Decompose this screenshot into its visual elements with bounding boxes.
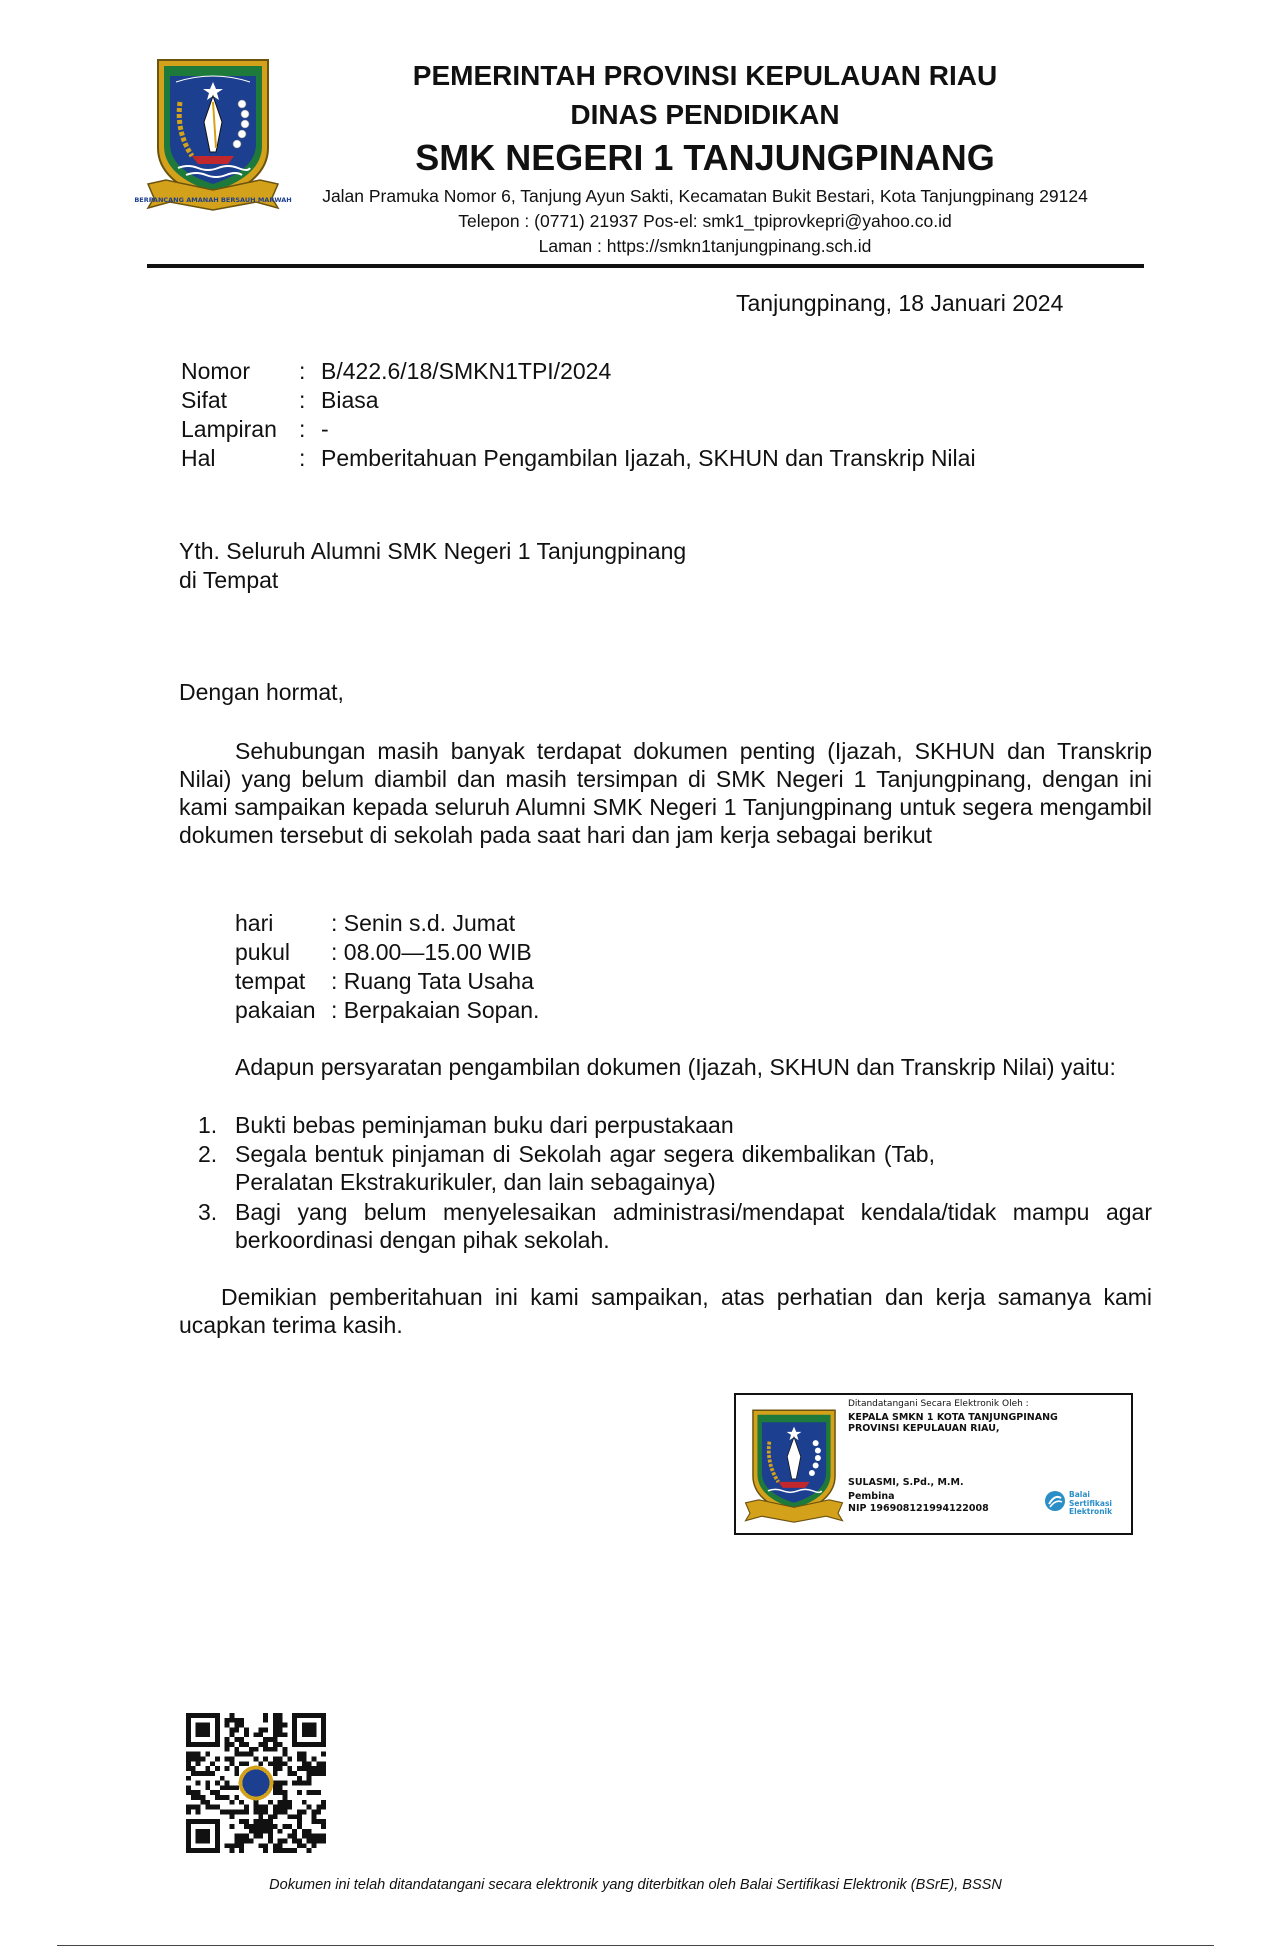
bsre-line: Balai <box>1069 1490 1090 1499</box>
list-item: Bagi yang belum menyelesaikan administrasi/mendapat kendala/tidak mampu agar berkoordinasi dengan pihak sekolah. <box>235 1199 1152 1253</box>
salutation: Dengan hormat, <box>179 679 344 705</box>
province-emblem-logo <box>134 52 292 212</box>
header-government: PEMERINTAH PROVINSI KEPULAUAN RIAU <box>412 60 998 91</box>
meta-value: Biasa <box>321 387 379 413</box>
list-item-number: 2. <box>198 1141 218 1167</box>
body-paragraph-1: Sehubungan masih banyak terdapat dokumen penting (Ijazah, SKHUN dan Transkrip Nilai) yang belum diambil dan masih tersimpan di SMK Negeri 1 Tanjungpinang, dengan ini kami sampaikan kepada seluruh Alumni SMK Negeri 1 Tanjungpinang untuk segera mengambil dokumen tersebut di sekolah pada saat hari dan jam kerja sebagai berikut <box>179 738 1152 848</box>
meta-colon: : <box>299 387 306 413</box>
recipient-place: di Tempat <box>179 567 279 593</box>
header-school-name: SMK NEGERI 1 TANJUNGPINANG <box>415 137 995 178</box>
bsre-logo-text <box>1069 1491 1112 1517</box>
schedule-label: hari <box>235 910 274 936</box>
schedule-value: : Senin s.d. Jumat <box>331 910 516 936</box>
schedule-value: : Ruang Tata Usaha <box>331 968 534 994</box>
electronic-signature-box <box>734 1393 1133 1535</box>
recipient-line: Yth. Seluruh Alumni SMK Negeri 1 Tanjungpinang <box>179 538 687 564</box>
footer-bsre-note: Dokumen ini telah ditandatangani secara elektronik yang diterbitkan oleh Balai Sertifikasi Elektronik (BSrE), BSSN <box>269 1877 1002 1893</box>
meta-value: B/422.6/18/SMKN1TPI/2024 <box>321 358 612 384</box>
signature-rank: Pembina <box>848 1491 895 1502</box>
signature-name: SULASMI, S.Pd., M.M. <box>848 1477 964 1488</box>
bsre-line: Elektronik <box>1069 1507 1113 1516</box>
signature-nip: NIP 196908121994122008 <box>848 1503 989 1514</box>
header-divider <box>147 264 1144 268</box>
schedule-value: : 08.00—15.00 WIB <box>331 939 532 965</box>
province-emblem-small-logo <box>744 1401 844 1527</box>
signature-signed-by-label: Ditandatangani Secara Elektronik Oleh : <box>848 1399 1029 1409</box>
signature-position-line1: KEPALA SMKN 1 KOTA TANJUNGPINANG <box>848 1412 1058 1423</box>
footer-divider <box>57 1945 1214 1946</box>
schedule-label: pakaian <box>235 997 316 1023</box>
list-item-number: 1. <box>198 1112 218 1138</box>
signature-position-line2: PROVINSI KEPULAUAN RIAU, <box>848 1423 1000 1434</box>
schedule-value: : Berpakaian Sopan. <box>331 997 540 1023</box>
meta-value: Pemberitahuan Pengambilan Ijazah, SKHUN dan Transkrip Nilai <box>321 445 976 471</box>
list-item-number: 3. <box>198 1199 218 1225</box>
bsre-logo-icon <box>1044 1490 1066 1512</box>
meta-value: - <box>321 416 329 442</box>
verification-qr-code[interactable] <box>186 1713 326 1853</box>
meta-label: Nomor <box>181 358 251 384</box>
letter-date: Tanjungpinang, 18 Januari 2024 <box>736 290 1064 316</box>
closing-paragraph: Demikian pemberitahuan ini kami sampaikan, atas perhatian dan kerja samanya kami ucapkan terima kasih. <box>179 1284 1152 1338</box>
schedule-label: tempat <box>235 968 306 994</box>
header-department: DINAS PENDIDIKAN <box>570 99 840 130</box>
list-item: Bukti bebas peminjaman buku dari perpustakaan <box>235 1112 734 1138</box>
header-address: Jalan Pramuka Nomor 6, Tanjung Ayun Sakti, Kecamatan Bukit Bestari, Kota Tanjungpinang 29124 <box>322 186 1088 206</box>
meta-colon: : <box>299 416 306 442</box>
meta-label: Hal <box>181 445 216 471</box>
body-paragraph-2: Adapun persyaratan pengambilan dokumen (Ijazah, SKHUN dan Transkrip Nilai) yaitu: <box>235 1054 1116 1080</box>
meta-label: Lampiran <box>181 416 277 442</box>
meta-label: Sifat <box>181 387 228 413</box>
header-contact: Telepon : (0771) 21937 Pos-el: smk1_tpiprovkepri@yahoo.co.id <box>458 211 952 231</box>
meta-colon: : <box>299 445 306 471</box>
meta-colon: : <box>299 358 306 384</box>
logo-motto: BERPANCANG AMANAH BERSAUH MARWAH <box>134 196 292 204</box>
header-website: Laman : https://smkn1tanjungpinang.sch.id <box>538 236 872 256</box>
list-item: Segala bentuk pinjaman di Sekolah agar segera dikembalikan (Tab, Peralatan Ekstrakurikuler, dan lain sebagainya) <box>235 1141 935 1195</box>
bsre-line: Sertifikasi <box>1069 1498 1112 1508</box>
schedule-label: pukul <box>235 939 290 965</box>
